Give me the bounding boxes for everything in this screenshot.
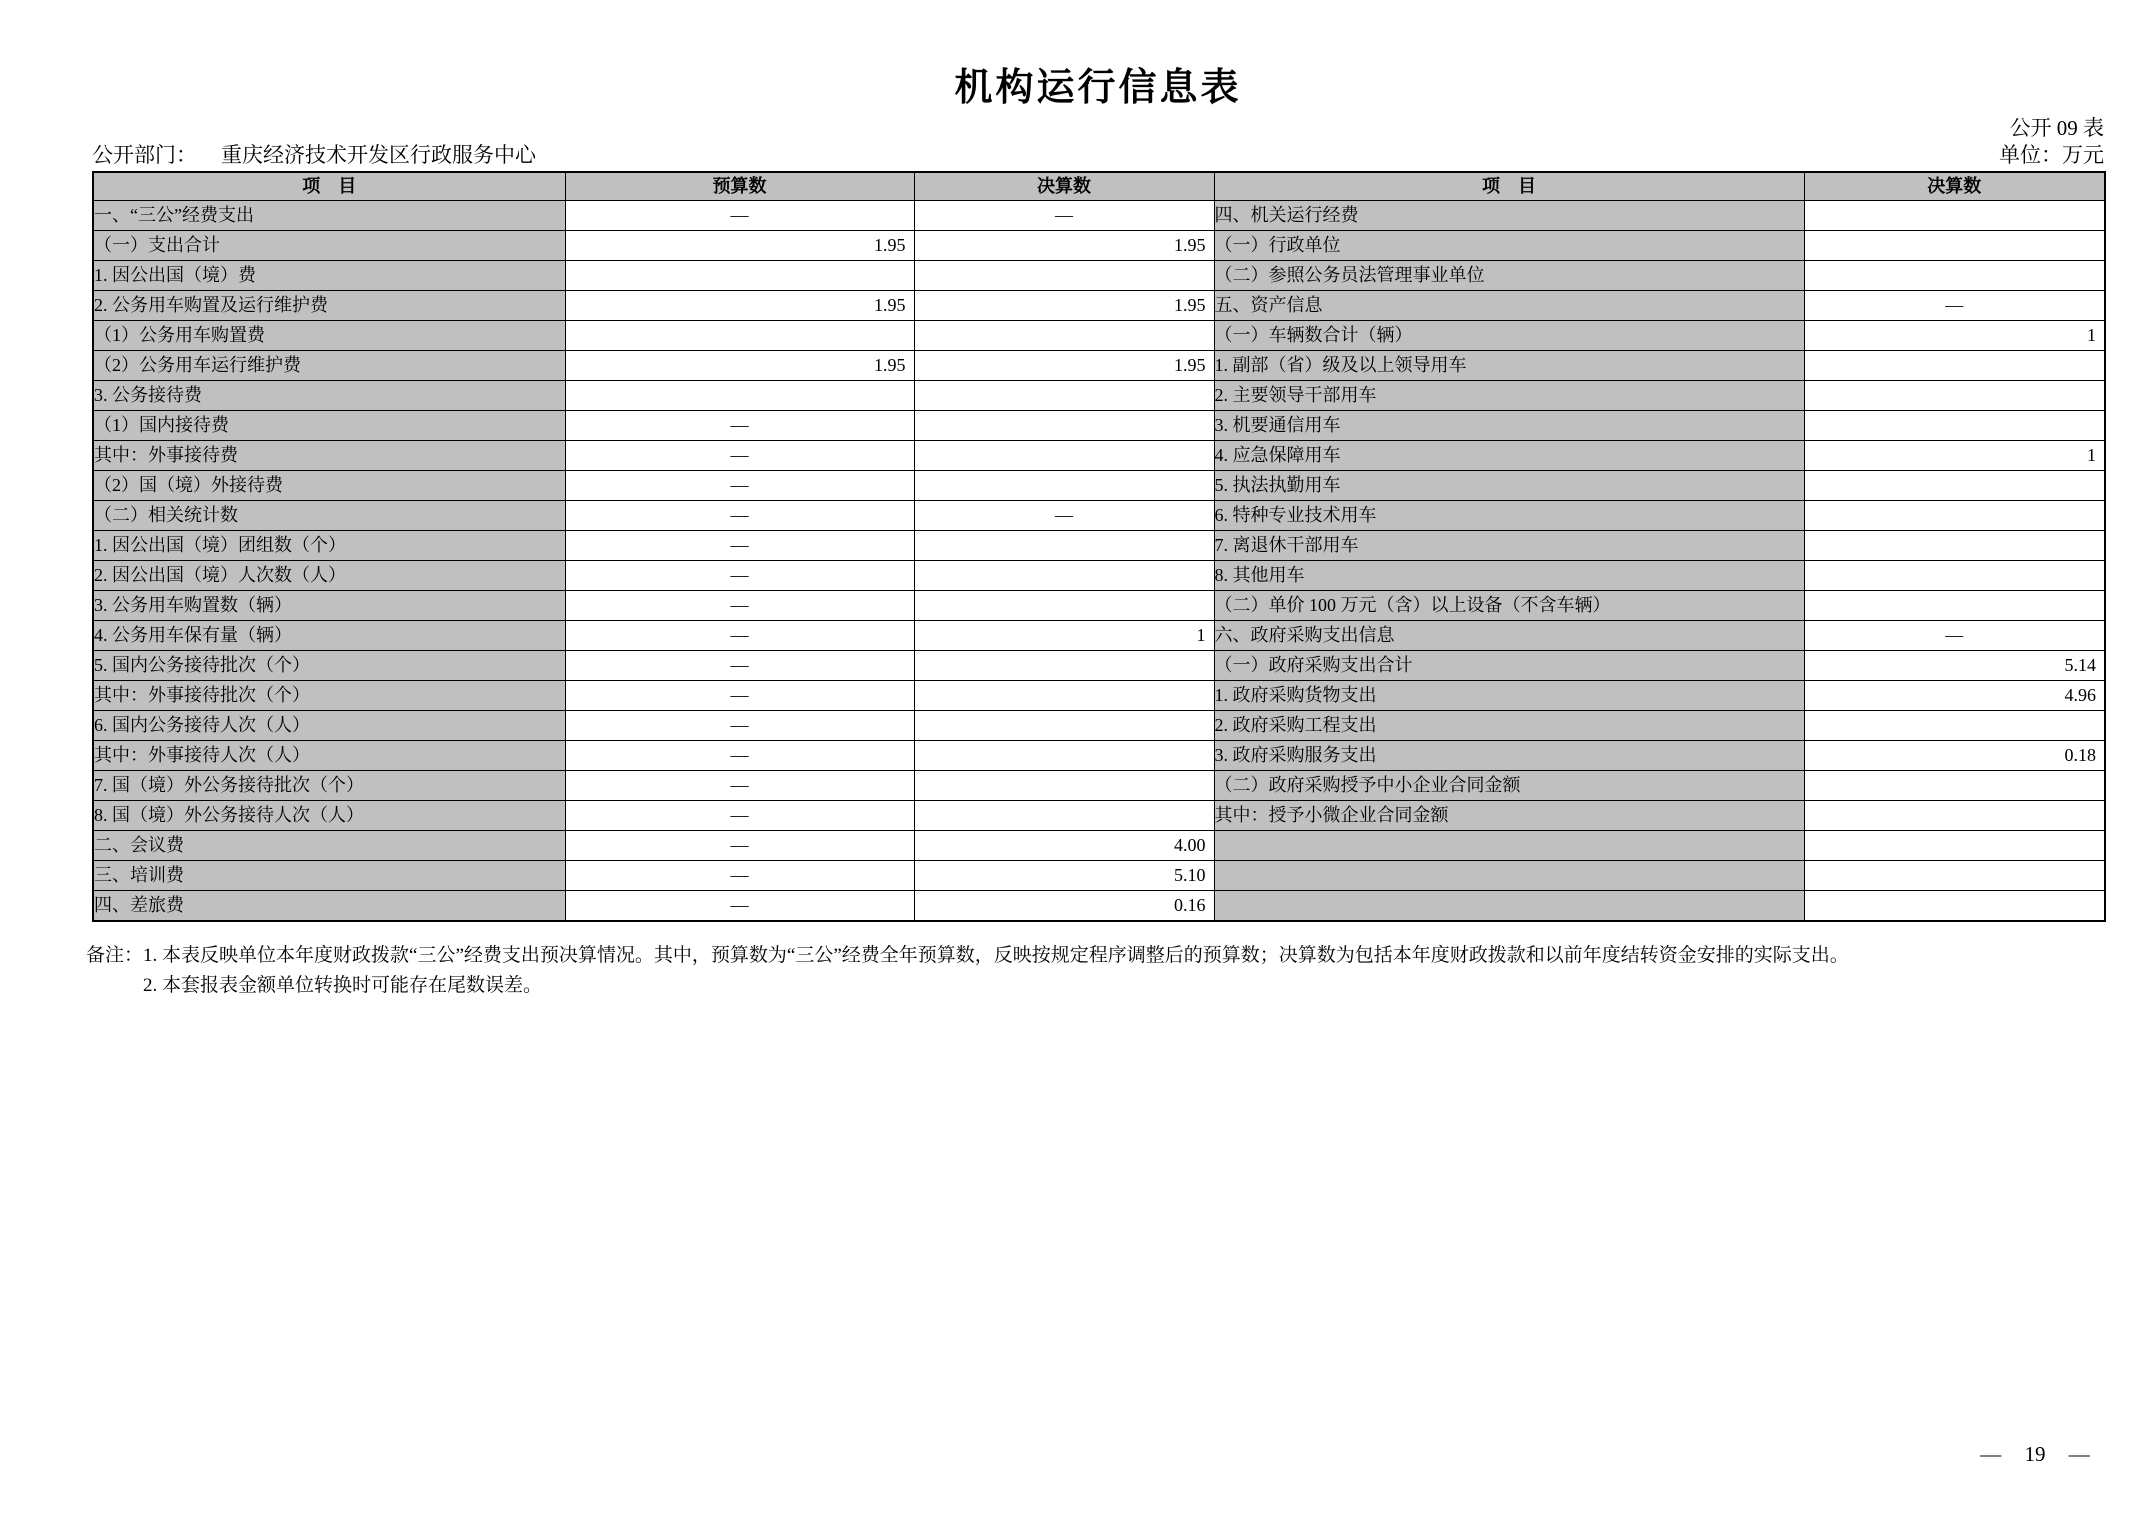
item-label-cell: 1. 副部（省）级及以上领导用车 — [1214, 351, 1804, 381]
table-row — [93, 201, 2105, 231]
final-value-cell — [1804, 411, 2105, 441]
item-label-cell: 7. 国（境）外公务接待批次（个） — [93, 771, 565, 801]
item-label-cell: （2）国（境）外接待费 — [93, 471, 565, 501]
table-row — [93, 321, 2105, 351]
table-row — [93, 651, 2105, 681]
table-row — [93, 231, 2105, 261]
final-value-cell: 1 — [914, 621, 1214, 651]
item-label-cell: 3. 公务接待费 — [93, 381, 565, 411]
budget-value-cell: — — [565, 711, 914, 741]
table-body — [93, 201, 2105, 922]
table-row — [93, 771, 2105, 801]
budget-value-cell: — — [565, 621, 914, 651]
item-label-cell: （二）参照公务员法管理事业单位 — [1214, 261, 1804, 291]
final-value-cell — [914, 651, 1214, 681]
budget-value-cell: — — [565, 861, 914, 891]
final-value-cell: 1 — [1804, 441, 2105, 471]
item-label-cell: （1）公务用车购置费 — [93, 321, 565, 351]
item-label-cell: 2. 因公出国（境）人次数（人） — [93, 561, 565, 591]
item-label-cell: 二、会议费 — [93, 831, 565, 861]
item-label-cell: 三、培训费 — [93, 861, 565, 891]
final-value-cell: 1.95 — [914, 291, 1214, 321]
department-line — [92, 139, 536, 169]
budget-value-cell — [565, 381, 914, 411]
item-label-cell: 7. 离退休干部用车 — [1214, 531, 1804, 561]
budget-value-cell: — — [565, 471, 914, 501]
table-row — [93, 681, 2105, 711]
final-value-cell: 4.96 — [1804, 681, 2105, 711]
department-value: 重庆经济技术开发区行政服务中心 — [221, 143, 536, 167]
table-row — [93, 711, 2105, 741]
final-value-cell — [914, 531, 1214, 561]
final-value-cell — [1804, 891, 2105, 922]
final-value-cell — [1804, 861, 2105, 891]
item-label-cell — [1214, 831, 1804, 861]
final-value-cell — [1804, 381, 2105, 411]
item-label-cell: 六、政府采购支出信息 — [1214, 621, 1804, 651]
item-label-cell: 其中：外事接待批次（个） — [93, 681, 565, 711]
item-label-cell: 6. 国内公务接待人次（人） — [93, 711, 565, 741]
header-row — [93, 172, 2105, 201]
budget-value-cell: 1.95 — [565, 291, 914, 321]
final-value-cell — [914, 261, 1214, 291]
header-final-left: 决算数 — [914, 172, 1214, 201]
final-value-cell: — — [1804, 291, 2105, 321]
item-label-cell: 2. 公务用车购置及运行维护费 — [93, 291, 565, 321]
final-value-cell — [914, 711, 1214, 741]
budget-value-cell: — — [565, 501, 914, 531]
item-label-cell: （一）行政单位 — [1214, 231, 1804, 261]
table-row — [93, 411, 2105, 441]
final-value-cell — [914, 741, 1214, 771]
item-label-cell: 8. 其他用车 — [1214, 561, 1804, 591]
final-value-cell — [1804, 801, 2105, 831]
table-row — [93, 621, 2105, 651]
final-value-cell — [1804, 711, 2105, 741]
final-value-cell: 1 — [1804, 321, 2105, 351]
item-label-cell: 3. 政府采购服务支出 — [1214, 741, 1804, 771]
final-value-cell: 0.18 — [1804, 741, 2105, 771]
table-row — [93, 591, 2105, 621]
page-title: 机构运行信息表 — [954, 67, 1242, 109]
final-value-cell: — — [1804, 621, 2105, 651]
table-row — [93, 531, 2105, 561]
budget-value-cell — [565, 261, 914, 291]
final-value-cell: 4.00 — [914, 831, 1214, 861]
budget-value-cell: — — [565, 531, 914, 561]
budget-value-cell: — — [565, 411, 914, 441]
final-value-cell — [914, 681, 1214, 711]
budget-value-cell: 1.95 — [565, 231, 914, 261]
table-row — [93, 561, 2105, 591]
final-value-cell: — — [914, 501, 1214, 531]
final-value-cell — [914, 321, 1214, 351]
final-value-cell: 5.14 — [1804, 651, 2105, 681]
header-item-left: 项 目 — [93, 172, 565, 201]
table-row — [93, 831, 2105, 861]
item-label-cell — [1214, 891, 1804, 922]
table-row — [93, 471, 2105, 501]
item-label-cell: 1. 政府采购货物支出 — [1214, 681, 1804, 711]
item-label-cell: （2）公务用车运行维护费 — [93, 351, 565, 381]
item-label-cell: 1. 因公出国（境）团组数（个） — [93, 531, 565, 561]
final-value-cell — [1804, 561, 2105, 591]
meta-row — [92, 139, 2104, 169]
unit-label: 单位：万元 — [1999, 143, 2104, 167]
table-row — [93, 261, 2105, 291]
table-row — [93, 891, 2105, 922]
final-value-cell — [1804, 771, 2105, 801]
final-value-cell: 0.16 — [914, 891, 1214, 922]
budget-value-cell: — — [565, 651, 914, 681]
note-text-1: 1. 本表反映单位本年度财政拨款“三公”经费支出预决算情况。其中，预算数为“三公”经费全年预算数，反映按规定程序调整后的预算数；决算数为包括本年度财政拨款和以前年度结转资金安排的实际支出。 — [143, 945, 1849, 966]
table-row — [93, 291, 2105, 321]
department-label: 公开部门： — [92, 143, 197, 167]
item-label-cell: 一、“三公”经费支出 — [93, 201, 565, 231]
item-label-cell: 1. 因公出国（境）费 — [93, 261, 565, 291]
item-label-cell: 2. 主要领导干部用车 — [1214, 381, 1804, 411]
budget-value-cell: — — [565, 561, 914, 591]
item-label-cell: 3. 机要通信用车 — [1214, 411, 1804, 441]
page-number: — 19 — — [1980, 1442, 2090, 1466]
item-label-cell: （二）相关统计数 — [93, 501, 565, 531]
item-label-cell: （一）车辆数合计（辆） — [1214, 321, 1804, 351]
budget-value-cell: — — [565, 891, 914, 922]
table-row — [93, 351, 2105, 381]
budget-value-cell: — — [565, 441, 914, 471]
final-value-cell: 1.95 — [914, 231, 1214, 261]
item-label-cell: 4. 应急保障用车 — [1214, 441, 1804, 471]
budget-value-cell: — — [565, 591, 914, 621]
item-label-cell: （一）政府采购支出合计 — [1214, 651, 1804, 681]
header-budget: 预算数 — [565, 172, 914, 201]
header-item-right: 项 目 — [1214, 172, 1804, 201]
budget-value-cell: — — [565, 201, 914, 231]
item-label-cell: 四、差旅费 — [93, 891, 565, 922]
institution-operation-table — [92, 171, 2106, 922]
final-value-cell — [914, 561, 1214, 591]
final-value-cell — [914, 441, 1214, 471]
item-label-cell: 其中：外事接待人次（人） — [93, 741, 565, 771]
item-label-cell: 5. 执法执勤用车 — [1214, 471, 1804, 501]
item-label-cell: 5. 国内公务接待批次（个） — [93, 651, 565, 681]
note-line-2 — [86, 971, 2126, 1001]
table-row — [93, 501, 2105, 531]
note-text-2: 2. 本套报表金额单位转换时可能存在尾数误差。 — [143, 975, 543, 997]
budget-value-cell: — — [565, 741, 914, 771]
item-label-cell: 其中：外事接待费 — [93, 441, 565, 471]
item-label-cell: （二）单价 100 万元（含）以上设备（不含车辆） — [1214, 591, 1804, 621]
final-value-cell — [1804, 351, 2105, 381]
final-value-cell — [1804, 501, 2105, 531]
final-value-cell: 1.95 — [914, 351, 1214, 381]
final-value-cell — [1804, 531, 2105, 561]
item-label-cell: 2. 政府采购工程支出 — [1214, 711, 1804, 741]
budget-value-cell — [565, 321, 914, 351]
final-value-cell — [914, 471, 1214, 501]
final-value-cell — [1804, 591, 2105, 621]
notes-label: 备注： — [86, 945, 144, 966]
final-value-cell — [1804, 471, 2105, 501]
table-row — [93, 441, 2105, 471]
table-row — [93, 741, 2105, 771]
table-row — [93, 861, 2105, 891]
final-value-cell — [914, 771, 1214, 801]
budget-value-cell: — — [565, 831, 914, 861]
header-final-right: 决算数 — [1804, 172, 2105, 201]
final-value-cell — [1804, 831, 2105, 861]
final-value-cell — [1804, 201, 2105, 231]
note-line-1 — [86, 941, 2126, 971]
budget-value-cell: — — [565, 801, 914, 831]
item-label-cell: （二）政府采购授予中小企业合同金额 — [1214, 771, 1804, 801]
item-label-cell: （1）国内接待费 — [93, 411, 565, 441]
final-value-cell: — — [914, 201, 1214, 231]
table-row — [93, 801, 2105, 831]
item-label-cell: 6. 特种专业技术用车 — [1214, 501, 1804, 531]
final-value-cell — [914, 801, 1214, 831]
table-code-label: 公开 09 表 — [2009, 116, 2104, 140]
budget-value-cell: — — [565, 771, 914, 801]
item-label-cell: 3. 公务用车购置数（辆） — [93, 591, 565, 621]
budget-value-cell: 1.95 — [565, 351, 914, 381]
item-label-cell: 四、机关运行经费 — [1214, 201, 1804, 231]
item-label-cell: 4. 公务用车保有量（辆） — [93, 621, 565, 651]
notes-block — [86, 941, 2126, 1002]
budget-value-cell: — — [565, 681, 914, 711]
item-label-cell: 8. 国（境）外公务接待人次（人） — [93, 801, 565, 831]
final-value-cell — [914, 381, 1214, 411]
item-label-cell — [1214, 861, 1804, 891]
table-row — [93, 381, 2105, 411]
final-value-cell: 5.10 — [914, 861, 1214, 891]
item-label-cell: （一）支出合计 — [93, 231, 565, 261]
final-value-cell — [914, 411, 1214, 441]
item-label-cell: 五、资产信息 — [1214, 291, 1804, 321]
final-value-cell — [1804, 231, 2105, 261]
final-value-cell — [1804, 261, 2105, 291]
item-label-cell: 其中：授予小微企业合同金额 — [1214, 801, 1804, 831]
final-value-cell — [914, 591, 1214, 621]
